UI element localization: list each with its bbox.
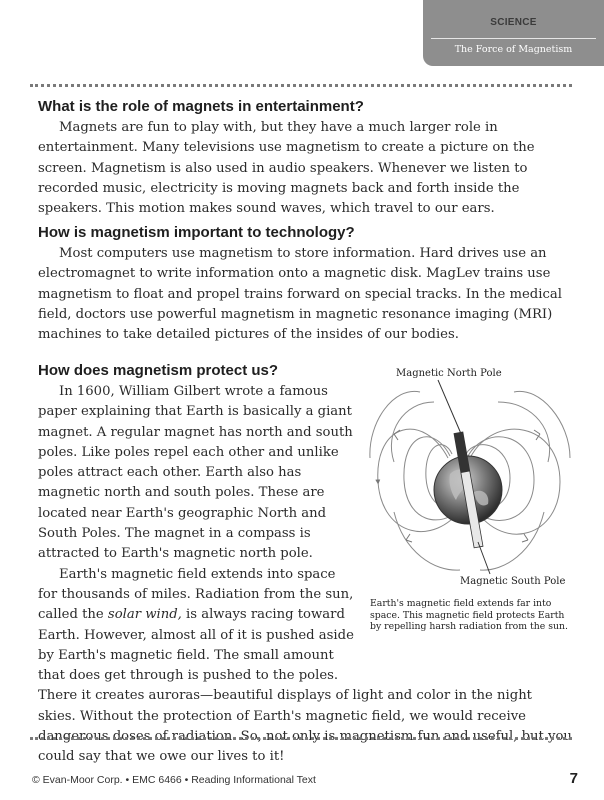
heading-entertainment: What is the role of magnets in entertainment? bbox=[38, 98, 364, 115]
section-entertainment bbox=[38, 96, 572, 219]
solar-wind-term: solar wind, bbox=[107, 607, 182, 623]
top-dotted-rule bbox=[30, 84, 572, 87]
solar-wind-text-b: is always racing toward Earth. However, almost all of it is pushed aside by Earth's magnetic field. The small amount that does get through is pushed to the poles. bbox=[38, 607, 354, 684]
page-number: 7 bbox=[569, 770, 578, 787]
paragraph-gilbert: In 1600, William Gilbert wrote a famous paper explaining that Earth is basically a giant magnet. A regular magnet has north and south poles. Like poles repel each other and unlike poles attract each other. Earth also has magnetic north and south poles. These are located near Earth's geographic North and South Poles. The magnet in a compass is attracted to Earth's magnetic north pole. bbox=[38, 384, 353, 562]
south-pole-pointer bbox=[478, 542, 490, 574]
magnetic-field-figure bbox=[364, 362, 576, 642]
figure-caption: Earth's magnetic field extends far into space. This magnetic field protects Earth by repelling harsh radiation from the sun. bbox=[370, 598, 568, 632]
north-pole-pointer bbox=[438, 380, 462, 436]
topic-label: The Force of Magnetism bbox=[454, 44, 573, 55]
paragraph-entertainment: Magnets are fun to play with, but they have a much larger role in entertainment. Many televisions use magnetism to create a picture on the screen. Magnetism is also used in audio speakers. Whenever we listen to recorded music, electricity is moving magnets back and forth inside the speakers. This motion makes sound waves, which travel to our ears. bbox=[38, 120, 535, 217]
paragraph-auroras: There it creates auroras—beautiful displays of light and color in the night skies. Without the protection of Earth's magnetic field, we would receive dangerous doses of radiation. So, not only is magnetism fun and useful, but you could say that we owe our lives to it! bbox=[38, 688, 572, 765]
bottom-dotted-rule bbox=[30, 737, 572, 740]
paragraph-technology: Most computers use magnetism to store information. Hard drives use an electromagnet to write information onto a magnetic disk. MagLev trains use magnetism to float and propel trains forward on special tracks. In the medical field, doctors use powerful magnetism in magnetic resonance imaging (MRI) machines to take detailed pictures of the insides of our bodies. bbox=[38, 246, 562, 343]
section-technology bbox=[38, 222, 572, 345]
tab-divider bbox=[431, 38, 596, 39]
label-magnetic-north-pole: Magnetic North Pole bbox=[396, 368, 502, 379]
footer-credit: © Evan-Moor Corp. • EMC 6466 • Reading Informational Text bbox=[32, 774, 316, 786]
heading-protection: How does magnetism protect us? bbox=[38, 362, 279, 379]
earth-magnetic-field-illustration bbox=[364, 362, 576, 592]
label-magnetic-south-pole: Magnetic South Pole bbox=[460, 576, 566, 587]
paragraph-solar-wind bbox=[38, 565, 358, 687]
heading-technology: How is magnetism important to technology? bbox=[38, 224, 355, 241]
subject-label: SCIENCE bbox=[490, 17, 537, 28]
solar-wind-text-a: Earth's magnetic field extends into space for thousands of miles. Radiation from the sun, called the bbox=[38, 566, 354, 623]
subject-tab bbox=[423, 0, 604, 66]
